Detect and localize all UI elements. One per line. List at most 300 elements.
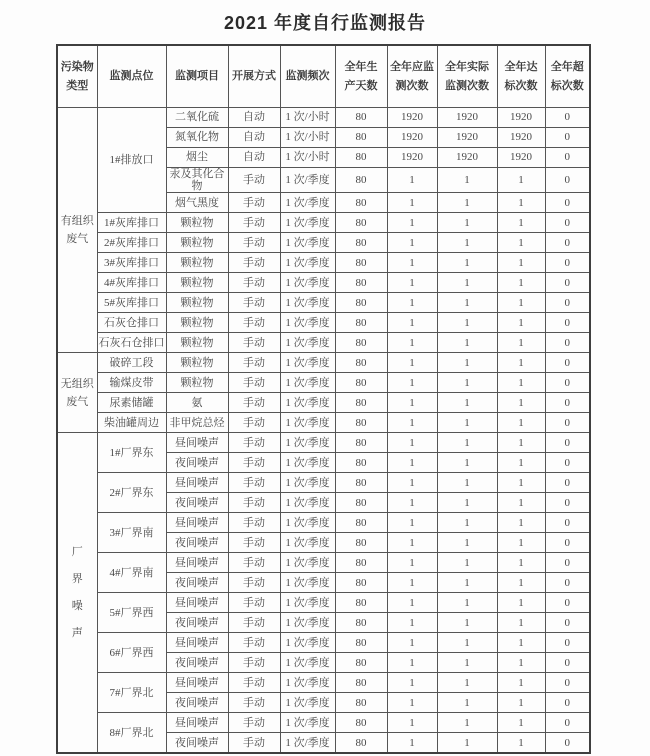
table-header (57, 45, 590, 108)
pollutant-category-line: 厂 (71, 545, 83, 558)
item-cell: 昼间噪声 (166, 553, 228, 573)
actual-count-cell: 1 (437, 293, 497, 313)
required-count-cell: 1 (387, 273, 437, 293)
table-row (57, 353, 590, 373)
freq-cell: 1 次/季度 (280, 233, 335, 253)
column-header-line: 产天数 (344, 79, 378, 92)
met-count-cell: 1 (497, 673, 545, 693)
exceed-count-cell: 0 (545, 293, 590, 313)
days-cell: 80 (335, 693, 387, 713)
met-count-cell: 1 (497, 253, 545, 273)
exceed-count-cell: 0 (545, 373, 590, 393)
days-cell: 80 (335, 613, 387, 633)
required-count-cell: 1 (387, 553, 437, 573)
mode-cell: 手动 (228, 453, 280, 473)
met-count-cell: 1 (497, 168, 545, 193)
freq-cell: 1 次/季度 (280, 453, 335, 473)
item-cell: 烟气黑度 (166, 193, 228, 213)
required-count-cell: 1 (387, 513, 437, 533)
monitoring-table (56, 44, 591, 754)
table-row (57, 713, 590, 733)
exceed-count-cell: 0 (545, 533, 590, 553)
actual-count-cell: 1 (437, 553, 497, 573)
days-cell: 80 (335, 148, 387, 168)
pollutant-category-line: 废气 (66, 395, 89, 408)
monitoring-point-cell: 石灰石仓排口 (97, 333, 166, 353)
freq-cell: 1 次/季度 (280, 313, 335, 333)
required-count-cell: 1 (387, 433, 437, 453)
mode-cell: 自动 (228, 108, 280, 128)
column-header (497, 45, 545, 108)
days-cell: 80 (335, 533, 387, 553)
mode-cell: 自动 (228, 128, 280, 148)
days-cell: 80 (335, 128, 387, 148)
column-header (545, 45, 590, 108)
monitoring-point-cell: 3#灰库排口 (97, 253, 166, 273)
table-row (57, 273, 590, 293)
actual-count-cell: 1 (437, 533, 497, 553)
mode-cell: 手动 (228, 533, 280, 553)
item-cell: 氮氧化物 (166, 128, 228, 148)
monitoring-point-cell: 3#厂界南 (97, 513, 166, 553)
item-cell: 非甲烷总烃 (166, 413, 228, 433)
column-header-line: 测次数 (395, 79, 429, 92)
pollutant-category-line: 无组织 (60, 377, 94, 390)
required-count-cell: 1 (387, 673, 437, 693)
freq-cell: 1 次/季度 (280, 533, 335, 553)
item-cell: 颗粒物 (166, 353, 228, 373)
days-cell: 80 (335, 433, 387, 453)
met-count-cell: 1 (497, 453, 545, 473)
pollutant-category-line: 噪 (71, 599, 83, 612)
mode-cell: 手动 (228, 193, 280, 213)
item-cell: 夜间噪声 (166, 733, 228, 754)
exceed-count-cell: 0 (545, 613, 590, 633)
exceed-count-cell: 0 (545, 593, 590, 613)
required-count-cell: 1 (387, 633, 437, 653)
required-count-cell: 1 (387, 453, 437, 473)
monitoring-point-cell: 石灰仓排口 (97, 313, 166, 333)
item-cell: 颗粒物 (166, 293, 228, 313)
item-cell: 颗粒物 (166, 373, 228, 393)
freq-cell: 1 次/季度 (280, 393, 335, 413)
table-row (57, 473, 590, 493)
mode-cell: 手动 (228, 573, 280, 593)
met-count-cell: 1 (497, 353, 545, 373)
monitoring-point-cell: 8#厂界北 (97, 713, 166, 754)
item-cell: 夜间噪声 (166, 613, 228, 633)
actual-count-cell: 1 (437, 373, 497, 393)
freq-cell: 1 次/季度 (280, 273, 335, 293)
mode-cell: 手动 (228, 353, 280, 373)
actual-count-cell: 1 (437, 413, 497, 433)
mode-cell: 手动 (228, 333, 280, 353)
mode-cell: 手动 (228, 313, 280, 333)
required-count-cell: 1 (387, 233, 437, 253)
met-count-cell: 1 (497, 213, 545, 233)
page-title: 2021 年度自行监测报告 (223, 13, 427, 33)
actual-count-cell: 1 (437, 513, 497, 533)
days-cell: 80 (335, 733, 387, 754)
mode-cell: 手动 (228, 393, 280, 413)
mode-cell: 手动 (228, 473, 280, 493)
actual-count-cell: 1 (437, 613, 497, 633)
actual-count-cell: 1 (437, 593, 497, 613)
freq-cell: 1 次/季度 (280, 168, 335, 193)
required-count-cell: 1 (387, 253, 437, 273)
days-cell: 80 (335, 273, 387, 293)
days-cell: 80 (335, 193, 387, 213)
mode-cell: 手动 (228, 373, 280, 393)
column-header-line: 类型 (66, 79, 89, 92)
required-count-cell: 1920 (387, 108, 437, 128)
actual-count-cell: 1 (437, 653, 497, 673)
mode-cell: 手动 (228, 413, 280, 433)
exceed-count-cell: 0 (545, 513, 590, 533)
met-count-cell: 1 (497, 653, 545, 673)
item-cell: 昼间噪声 (166, 593, 228, 613)
column-header-line: 开展方式 (232, 70, 276, 83)
exceed-count-cell: 0 (545, 108, 590, 128)
days-cell: 80 (335, 633, 387, 653)
table-row (57, 593, 590, 613)
item-cell: 昼间噪声 (166, 433, 228, 453)
table-row (57, 293, 590, 313)
exceed-count-cell: 0 (545, 273, 590, 293)
monitoring-point-cell: 4#灰库排口 (97, 273, 166, 293)
item-cell: 夜间噪声 (166, 653, 228, 673)
met-count-cell: 1 (497, 293, 545, 313)
freq-cell: 1 次/季度 (280, 673, 335, 693)
actual-count-cell: 1920 (437, 128, 497, 148)
exceed-count-cell: 0 (545, 713, 590, 733)
exceed-count-cell: 0 (545, 313, 590, 333)
required-count-cell: 1 (387, 593, 437, 613)
freq-cell: 1 次/季度 (280, 353, 335, 373)
column-header (57, 45, 97, 108)
mode-cell: 手动 (228, 168, 280, 193)
met-count-cell: 1 (497, 313, 545, 333)
days-cell: 80 (335, 108, 387, 128)
column-header-line: 监测点位 (109, 70, 154, 83)
mode-cell: 手动 (228, 633, 280, 653)
met-count-cell: 1 (497, 713, 545, 733)
table-row (57, 253, 590, 273)
freq-cell: 1 次/季度 (280, 733, 335, 754)
item-cell: 氨 (166, 393, 228, 413)
item-cell: 昼间噪声 (166, 513, 228, 533)
table-row (57, 333, 590, 353)
column-header-line: 监测次数 (445, 79, 489, 92)
met-count-cell: 1 (497, 693, 545, 713)
actual-count-cell: 1 (437, 673, 497, 693)
item-cell: 昼间噪声 (166, 633, 228, 653)
item-cell: 昼间噪声 (166, 473, 228, 493)
exceed-count-cell: 0 (545, 733, 590, 754)
item-cell: 颗粒物 (166, 213, 228, 233)
monitoring-point-cell: 2#灰库排口 (97, 233, 166, 253)
mode-cell: 手动 (228, 613, 280, 633)
days-cell: 80 (335, 253, 387, 273)
required-count-cell: 1920 (387, 148, 437, 168)
column-header-line: 全年达 (504, 61, 538, 74)
mode-cell: 手动 (228, 213, 280, 233)
item-cell: 颗粒物 (166, 313, 228, 333)
mode-cell: 手动 (228, 673, 280, 693)
exceed-count-cell: 0 (545, 693, 590, 713)
column-header (228, 45, 280, 108)
mode-cell: 手动 (228, 273, 280, 293)
days-cell: 80 (335, 653, 387, 673)
item-cell: 颗粒物 (166, 253, 228, 273)
item-cell: 颗粒物 (166, 273, 228, 293)
column-header-line: 全年超 (550, 61, 584, 74)
days-cell: 80 (335, 373, 387, 393)
exceed-count-cell: 0 (545, 413, 590, 433)
actual-count-cell: 1 (437, 453, 497, 473)
days-cell: 80 (335, 713, 387, 733)
exceed-count-cell: 0 (545, 168, 590, 193)
met-count-cell: 1 (497, 493, 545, 513)
item-cell: 昼间噪声 (166, 713, 228, 733)
mode-cell: 手动 (228, 233, 280, 253)
actual-count-cell: 1 (437, 633, 497, 653)
exceed-count-cell: 0 (545, 473, 590, 493)
met-count-cell: 1 (497, 613, 545, 633)
exceed-count-cell: 0 (545, 253, 590, 273)
monitoring-point-cell: 7#厂界北 (97, 673, 166, 713)
actual-count-cell: 1 (437, 333, 497, 353)
required-count-cell: 1 (387, 733, 437, 754)
days-cell: 80 (335, 393, 387, 413)
freq-cell: 1 次/季度 (280, 433, 335, 453)
monitoring-point-cell: 6#厂界西 (97, 633, 166, 673)
pollutant-category-cell (57, 353, 97, 433)
actual-count-cell: 1 (437, 573, 497, 593)
required-count-cell: 1 (387, 473, 437, 493)
monitoring-point-cell: 5#厂界西 (97, 593, 166, 633)
exceed-count-cell: 0 (545, 633, 590, 653)
monitoring-point-cell: 破碎工段 (97, 353, 166, 373)
mode-cell: 手动 (228, 293, 280, 313)
actual-count-cell: 1920 (437, 148, 497, 168)
table-row (57, 413, 590, 433)
actual-count-cell: 1 (437, 253, 497, 273)
freq-cell: 1 次/季度 (280, 553, 335, 573)
freq-cell: 1 次/小时 (280, 108, 335, 128)
actual-count-cell: 1 (437, 213, 497, 233)
exceed-count-cell: 0 (545, 573, 590, 593)
actual-count-cell: 1 (437, 473, 497, 493)
met-count-cell: 1 (497, 413, 545, 433)
freq-cell: 1 次/小时 (280, 148, 335, 168)
item-cell: 烟尘 (166, 148, 228, 168)
table-row (57, 633, 590, 653)
table-row (57, 233, 590, 253)
actual-count-cell: 1 (437, 493, 497, 513)
exceed-count-cell: 0 (545, 673, 590, 693)
mode-cell: 手动 (228, 553, 280, 573)
mode-cell: 手动 (228, 593, 280, 613)
monitoring-point-cell: 5#灰库排口 (97, 293, 166, 313)
freq-cell: 1 次/季度 (280, 333, 335, 353)
met-count-cell: 1 (497, 373, 545, 393)
required-count-cell: 1 (387, 293, 437, 313)
item-cell: 夜间噪声 (166, 533, 228, 553)
met-count-cell: 1920 (497, 128, 545, 148)
freq-cell: 1 次/季度 (280, 253, 335, 273)
item-cell: 颗粒物 (166, 333, 228, 353)
met-count-cell: 1 (497, 533, 545, 553)
met-count-cell: 1 (497, 393, 545, 413)
monitoring-point-cell: 尿素储罐 (97, 393, 166, 413)
days-cell: 80 (335, 233, 387, 253)
column-header (387, 45, 437, 108)
pollutant-category-line: 废气 (66, 233, 89, 246)
item-cell: 汞及其化合物 (166, 168, 228, 193)
required-count-cell: 1 (387, 493, 437, 513)
exceed-count-cell: 0 (545, 653, 590, 673)
table-body (57, 108, 590, 754)
monitoring-point-cell: 4#厂界南 (97, 553, 166, 593)
met-count-cell: 1 (497, 433, 545, 453)
table-row (57, 313, 590, 333)
table-row (57, 553, 590, 573)
table-row (57, 213, 590, 233)
actual-count-cell: 1 (437, 713, 497, 733)
item-cell: 夜间噪声 (166, 573, 228, 593)
exceed-count-cell: 0 (545, 193, 590, 213)
column-header-line: 标次数 (550, 79, 584, 92)
mode-cell: 手动 (228, 653, 280, 673)
table-row (57, 433, 590, 453)
exceed-count-cell: 0 (545, 333, 590, 353)
table-row (57, 108, 590, 128)
required-count-cell: 1 (387, 393, 437, 413)
actual-count-cell: 1 (437, 733, 497, 754)
required-count-cell: 1920 (387, 128, 437, 148)
mode-cell: 手动 (228, 493, 280, 513)
required-count-cell: 1 (387, 313, 437, 333)
days-cell: 80 (335, 473, 387, 493)
days-cell: 80 (335, 213, 387, 233)
required-count-cell: 1 (387, 713, 437, 733)
days-cell: 80 (335, 168, 387, 193)
table-row (57, 513, 590, 533)
required-count-cell: 1 (387, 353, 437, 373)
met-count-cell: 1 (497, 733, 545, 754)
days-cell: 80 (335, 493, 387, 513)
freq-cell: 1 次/季度 (280, 293, 335, 313)
days-cell: 80 (335, 453, 387, 473)
met-count-cell: 1 (497, 473, 545, 493)
days-cell: 80 (335, 313, 387, 333)
mode-cell: 手动 (228, 433, 280, 453)
required-count-cell: 1 (387, 213, 437, 233)
actual-count-cell: 1 (437, 433, 497, 453)
required-count-cell: 1 (387, 653, 437, 673)
actual-count-cell: 1 (437, 693, 497, 713)
days-cell: 80 (335, 553, 387, 573)
item-cell: 二氧化硫 (166, 108, 228, 128)
freq-cell: 1 次/季度 (280, 693, 335, 713)
freq-cell: 1 次/季度 (280, 373, 335, 393)
exceed-count-cell: 0 (545, 393, 590, 413)
days-cell: 80 (335, 673, 387, 693)
freq-cell: 1 次/季度 (280, 493, 335, 513)
required-count-cell: 1 (387, 573, 437, 593)
exceed-count-cell: 0 (545, 433, 590, 453)
column-header-line: 监测项目 (175, 70, 219, 83)
monitoring-point-cell: 1#灰库排口 (97, 213, 166, 233)
pollutant-category-cell (57, 108, 97, 353)
days-cell: 80 (335, 413, 387, 433)
exceed-count-cell: 0 (545, 353, 590, 373)
actual-count-cell: 1920 (437, 108, 497, 128)
header-row (57, 45, 590, 108)
met-count-cell: 1 (497, 233, 545, 253)
met-count-cell: 1 (497, 633, 545, 653)
freq-cell: 1 次/小时 (280, 128, 335, 148)
required-count-cell: 1 (387, 413, 437, 433)
item-cell: 昼间噪声 (166, 673, 228, 693)
item-cell: 颗粒物 (166, 233, 228, 253)
column-header-line: 全年生 (344, 61, 378, 74)
freq-cell: 1 次/季度 (280, 573, 335, 593)
met-count-cell: 1 (497, 513, 545, 533)
actual-count-cell: 1 (437, 393, 497, 413)
freq-cell: 1 次/季度 (280, 653, 335, 673)
column-header (335, 45, 387, 108)
pollutant-category-line: 有组织 (60, 215, 94, 228)
actual-count-cell: 1 (437, 233, 497, 253)
pollutant-category-line: 界 (71, 572, 83, 585)
table-row (57, 373, 590, 393)
actual-count-cell: 1 (437, 168, 497, 193)
monitoring-point-cell: 1#排放口 (97, 108, 166, 213)
exceed-count-cell: 0 (545, 493, 590, 513)
days-cell: 80 (335, 353, 387, 373)
column-header-line: 监测频次 (285, 70, 330, 83)
mode-cell: 手动 (228, 253, 280, 273)
column-header-line: 全年实际 (445, 61, 489, 74)
mode-cell: 手动 (228, 733, 280, 754)
monitoring-point-cell: 2#厂界东 (97, 473, 166, 513)
freq-cell: 1 次/季度 (280, 193, 335, 213)
required-count-cell: 1 (387, 193, 437, 213)
freq-cell: 1 次/季度 (280, 613, 335, 633)
mode-cell: 手动 (228, 693, 280, 713)
pollutant-category-cell (57, 433, 97, 754)
exceed-count-cell: 0 (545, 553, 590, 573)
column-header (166, 45, 228, 108)
required-count-cell: 1 (387, 373, 437, 393)
exceed-count-cell: 0 (545, 148, 590, 168)
actual-count-cell: 1 (437, 273, 497, 293)
freq-cell: 1 次/季度 (280, 513, 335, 533)
column-header (97, 45, 166, 108)
freq-cell: 1 次/季度 (280, 633, 335, 653)
required-count-cell: 1 (387, 533, 437, 553)
met-count-cell: 1 (497, 573, 545, 593)
column-header-line: 污染物 (60, 61, 94, 74)
table-row (57, 393, 590, 413)
exceed-count-cell: 0 (545, 128, 590, 148)
pollutant-category-line: 声 (71, 626, 83, 639)
freq-cell: 1 次/季度 (280, 593, 335, 613)
monitoring-point-cell: 柴油罐周边 (97, 413, 166, 433)
item-cell: 夜间噪声 (166, 493, 228, 513)
